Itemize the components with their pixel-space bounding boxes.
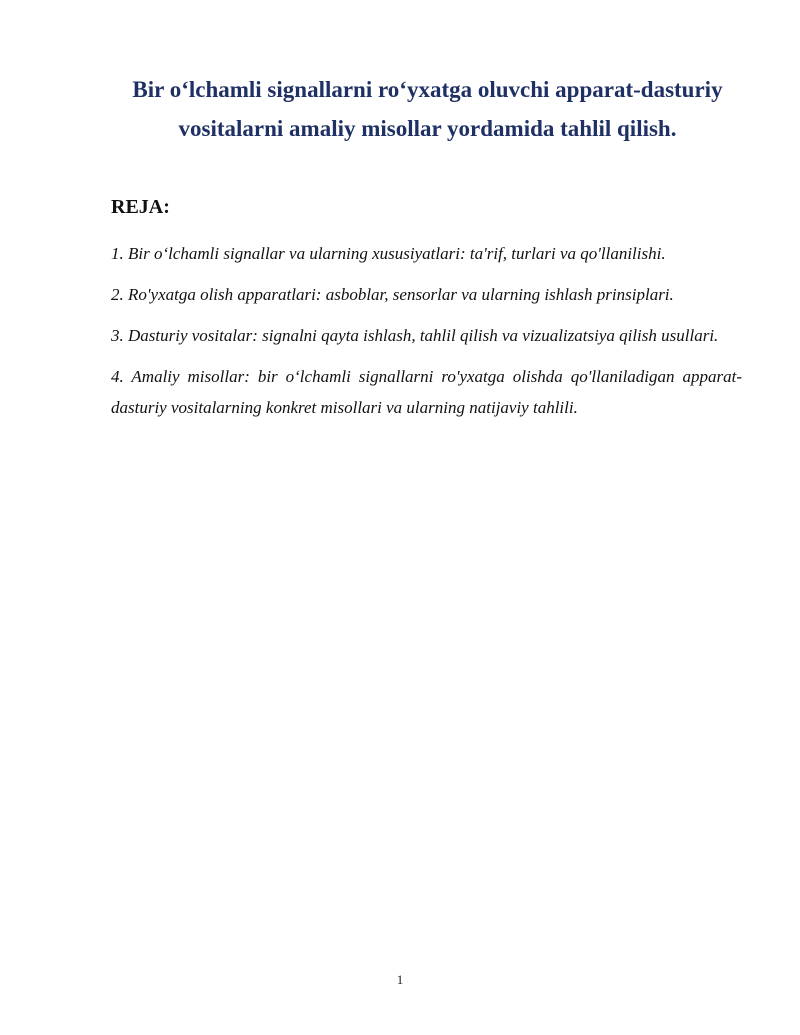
title-line-1: Bir o‘lchamli signallarni ro‘yxatga oluvchi apparat-dasturiy [132, 77, 723, 102]
document-title [100, 70, 755, 148]
plan-item-2: 2. Ro'yxatga olish apparatlari: asboblar, sensorlar va ularning ishlash prinsiplari. [111, 285, 674, 304]
plan-item-1: 1. Bir o‘lchamli signallar va ularning xususiyatlari: ta'rif, turlari va qo'llanilishi. [111, 244, 666, 263]
plan-item-4: 4. Amaliy misollar: bir o‘lchamli signallarni ro'yxatga olishda qo'llaniladigan apparat-dasturiy vositalarning konkret misollari va ularning natijaviy tahlili. [111, 367, 742, 417]
page-number: 1 [396, 972, 404, 987]
title-line-2: vositalarni amaliy misollar yordamida tahlil qilish. [178, 116, 677, 141]
plan-heading: REJA: [111, 196, 170, 218]
plan-list [111, 238, 742, 433]
plan-item-3: 3. Dasturiy vositalar: signalni qayta ishlash, tahlil qilish va vizualizatsiya qilish usullari. [111, 326, 719, 345]
